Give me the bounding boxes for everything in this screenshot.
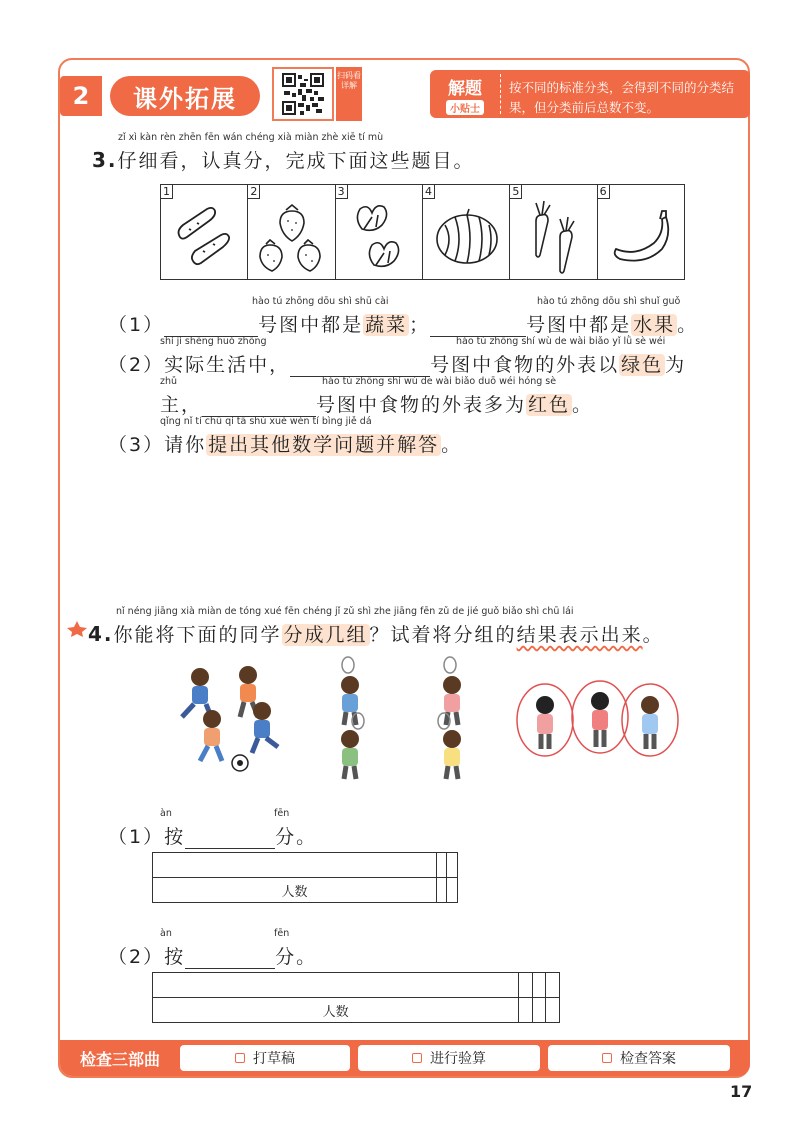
children-illustration bbox=[160, 655, 680, 785]
q4-p1-pinyin-a: àn bbox=[160, 808, 172, 819]
checkbox-icon bbox=[602, 1053, 612, 1063]
q4-text-a: 你能将下面的同学 bbox=[113, 624, 282, 646]
q3-p2-end: 。 bbox=[572, 394, 594, 416]
q4-p2-line bbox=[108, 942, 317, 969]
picture-strip bbox=[160, 184, 685, 280]
check-footer bbox=[60, 1040, 750, 1076]
q3-pinyin: zǐ xì kàn rèn zhēn fēn wán chéng xià miàn zhè xiē tí mù bbox=[118, 132, 384, 143]
count-table-2 bbox=[152, 972, 560, 1023]
answer-blank[interactable] bbox=[164, 317, 258, 337]
rope-skipping-group bbox=[517, 681, 678, 756]
highlight-groups: 分成几组 bbox=[283, 624, 368, 646]
q4-p2-text-b: 分。 bbox=[275, 946, 318, 968]
cell-number: 3 bbox=[336, 185, 348, 199]
q3-p2-pinyin-1a: shí jì shēng huó zhōng bbox=[160, 336, 267, 347]
count-table-1 bbox=[152, 852, 458, 903]
tip-box bbox=[430, 70, 750, 118]
cell-number: 2 bbox=[248, 185, 260, 199]
q3-p3-text-a: 请你 bbox=[164, 434, 207, 456]
q4-p2-number: （2） bbox=[108, 946, 165, 968]
table-cell[interactable] bbox=[153, 853, 437, 878]
q4-p1-text-b: 分。 bbox=[275, 826, 318, 848]
table-cell[interactable] bbox=[546, 998, 560, 1023]
cell-number: 6 bbox=[598, 185, 610, 199]
qr-tag: 扫码看详解 bbox=[336, 67, 362, 121]
table-cell[interactable] bbox=[532, 998, 546, 1023]
table-cell[interactable] bbox=[447, 853, 458, 878]
table-cell[interactable] bbox=[436, 878, 447, 903]
q3-p2-line-2 bbox=[160, 390, 593, 417]
picture-cell bbox=[510, 185, 597, 279]
bok-choy-icon bbox=[344, 195, 416, 275]
highlight-fruits: 水果 bbox=[633, 314, 676, 336]
q3-p3-pinyin: qǐng nǐ tí chū qí tā shù xué wèn tí bìng jiě dá bbox=[160, 416, 372, 427]
picture-cell bbox=[161, 185, 248, 279]
q3-p3-number: （3） bbox=[108, 434, 165, 456]
check-item-label: 进行验算 bbox=[430, 1051, 486, 1067]
q3-p1-number: （1） bbox=[108, 314, 165, 336]
q3-p2-text-e: 号图中食物的外表多为 bbox=[316, 394, 527, 416]
highlight-green: 绿色 bbox=[621, 354, 664, 376]
table-cell[interactable] bbox=[153, 973, 519, 998]
check-item-verify[interactable] bbox=[358, 1045, 540, 1071]
tip-label-main: 解题 bbox=[448, 78, 482, 99]
checkbox-icon bbox=[412, 1053, 422, 1063]
football-group bbox=[182, 666, 278, 771]
q3-prompt bbox=[92, 146, 475, 173]
q3-p2-text-c: 为 bbox=[665, 354, 687, 376]
watermelon-icon bbox=[431, 195, 503, 275]
q4-end: 。 bbox=[642, 624, 664, 646]
table-cell[interactable] bbox=[519, 998, 533, 1023]
qr-code-icon bbox=[278, 73, 328, 115]
q4-p1-text-a: 按 bbox=[164, 826, 186, 848]
q3-p1-pinyin-a: hào tú zhōng dōu shì shū cài bbox=[252, 296, 389, 307]
check-item-label: 检查答案 bbox=[620, 1051, 676, 1067]
picture-cell bbox=[248, 185, 335, 279]
q3-p1-pinyin-b: hào tú zhōng dōu shì shuǐ guǒ bbox=[537, 296, 681, 307]
tip-label-sub: 小贴士 bbox=[446, 100, 484, 115]
footer-title: 检查三部曲 bbox=[79, 1049, 160, 1069]
page-number: 17 bbox=[730, 1082, 753, 1101]
q4-p1-line bbox=[108, 822, 317, 849]
q3-p2-number: （2） bbox=[108, 354, 165, 376]
q4-number: 4. bbox=[88, 622, 114, 646]
q3-p2-text-a: 实际生活中， bbox=[164, 354, 291, 376]
answer-blank[interactable] bbox=[290, 357, 430, 377]
q4-p2-pinyin-a: àn bbox=[160, 928, 172, 939]
carrot-icon bbox=[518, 195, 590, 275]
highlight-vegetables: 蔬菜 bbox=[365, 314, 408, 336]
table-cell[interactable] bbox=[532, 973, 546, 998]
check-item-answers[interactable] bbox=[548, 1045, 730, 1071]
answer-blank[interactable] bbox=[430, 317, 526, 337]
q4-text-c: ？试着将分组的 bbox=[369, 624, 517, 646]
q3-number: 3. bbox=[92, 148, 118, 172]
checkbox-icon bbox=[235, 1053, 245, 1063]
q3-text: 仔细看，认真分，完成下面这些题目。 bbox=[117, 150, 475, 172]
cell-number: 4 bbox=[423, 185, 435, 199]
q3-p1-sep: ； bbox=[409, 314, 431, 336]
picture-cell bbox=[336, 185, 423, 279]
section-title: 课外拓展 bbox=[110, 76, 260, 116]
row-label: 人数 bbox=[153, 998, 519, 1023]
q3-p2-pinyin-2b: hào tú zhōng shí wù de wài biǎo duō wéi hóng sè bbox=[322, 376, 557, 387]
q3-p2-pinyin-2a: zhǔ bbox=[160, 376, 178, 387]
cucumber-icon bbox=[169, 195, 241, 275]
q3-p2-text-d: 主， bbox=[160, 394, 203, 416]
banana-icon bbox=[606, 195, 678, 275]
strawberry-icon bbox=[256, 195, 328, 275]
highlight-red: 红色 bbox=[528, 394, 571, 416]
q3-p3-end: 。 bbox=[441, 434, 463, 456]
table-cell[interactable] bbox=[519, 973, 533, 998]
table-cell[interactable] bbox=[447, 878, 458, 903]
table-cell[interactable] bbox=[546, 973, 560, 998]
section-number: 2 bbox=[60, 76, 102, 116]
answer-blank[interactable] bbox=[185, 949, 275, 969]
q4-p1-pinyin-b: fēn bbox=[274, 808, 290, 819]
badminton-group bbox=[341, 657, 461, 779]
picture-cell bbox=[423, 185, 510, 279]
answer-blank[interactable] bbox=[202, 397, 316, 417]
row-label: 人数 bbox=[153, 878, 437, 903]
q3-p1-end: 。 bbox=[677, 314, 699, 336]
picture-cell bbox=[598, 185, 684, 279]
table-cell[interactable] bbox=[436, 853, 447, 878]
cell-number: 1 bbox=[161, 185, 173, 199]
q3-p1-line bbox=[108, 310, 698, 337]
q3-p3-line bbox=[108, 430, 462, 457]
q4-p2-text-a: 按 bbox=[164, 946, 186, 968]
q3-p2-pinyin-1b: hào tú zhōng shí wù de wài biǎo yǐ lǜ sè wéi bbox=[456, 336, 666, 347]
wavy-results: 结果表示出来 bbox=[516, 624, 643, 646]
q3-p1-text-b: 号图中都是 bbox=[526, 314, 632, 336]
q4-pinyin: nǐ néng jiāng xià miàn de tóng xué fēn chéng jǐ zǔ shì zhe jiāng fēn zǔ de jié guǒ biǎo shì chū lái bbox=[116, 606, 574, 617]
q3-p2-text-b: 号图中食物的外表以 bbox=[430, 354, 620, 376]
tip-label bbox=[430, 70, 500, 118]
answer-blank[interactable] bbox=[185, 829, 275, 849]
check-item-label: 打草稿 bbox=[253, 1051, 295, 1067]
star-icon bbox=[66, 620, 88, 638]
q4-prompt bbox=[88, 620, 664, 647]
qr-code[interactable] bbox=[272, 67, 334, 121]
check-item-draft[interactable] bbox=[180, 1045, 350, 1071]
highlight-ask-question: 提出其他数学问题并解答 bbox=[208, 434, 440, 456]
q4-p2-pinyin-b: fēn bbox=[274, 928, 290, 939]
q3-p2-line-1 bbox=[108, 350, 686, 377]
tip-text: 按不同的标准分类，会得到不同的分类结果，但分类前后总数不变。 bbox=[500, 74, 750, 114]
q3-p1-text-a: 号图中都是 bbox=[258, 314, 364, 336]
cell-number: 5 bbox=[510, 185, 522, 199]
q4-p1-number: （1） bbox=[108, 826, 165, 848]
